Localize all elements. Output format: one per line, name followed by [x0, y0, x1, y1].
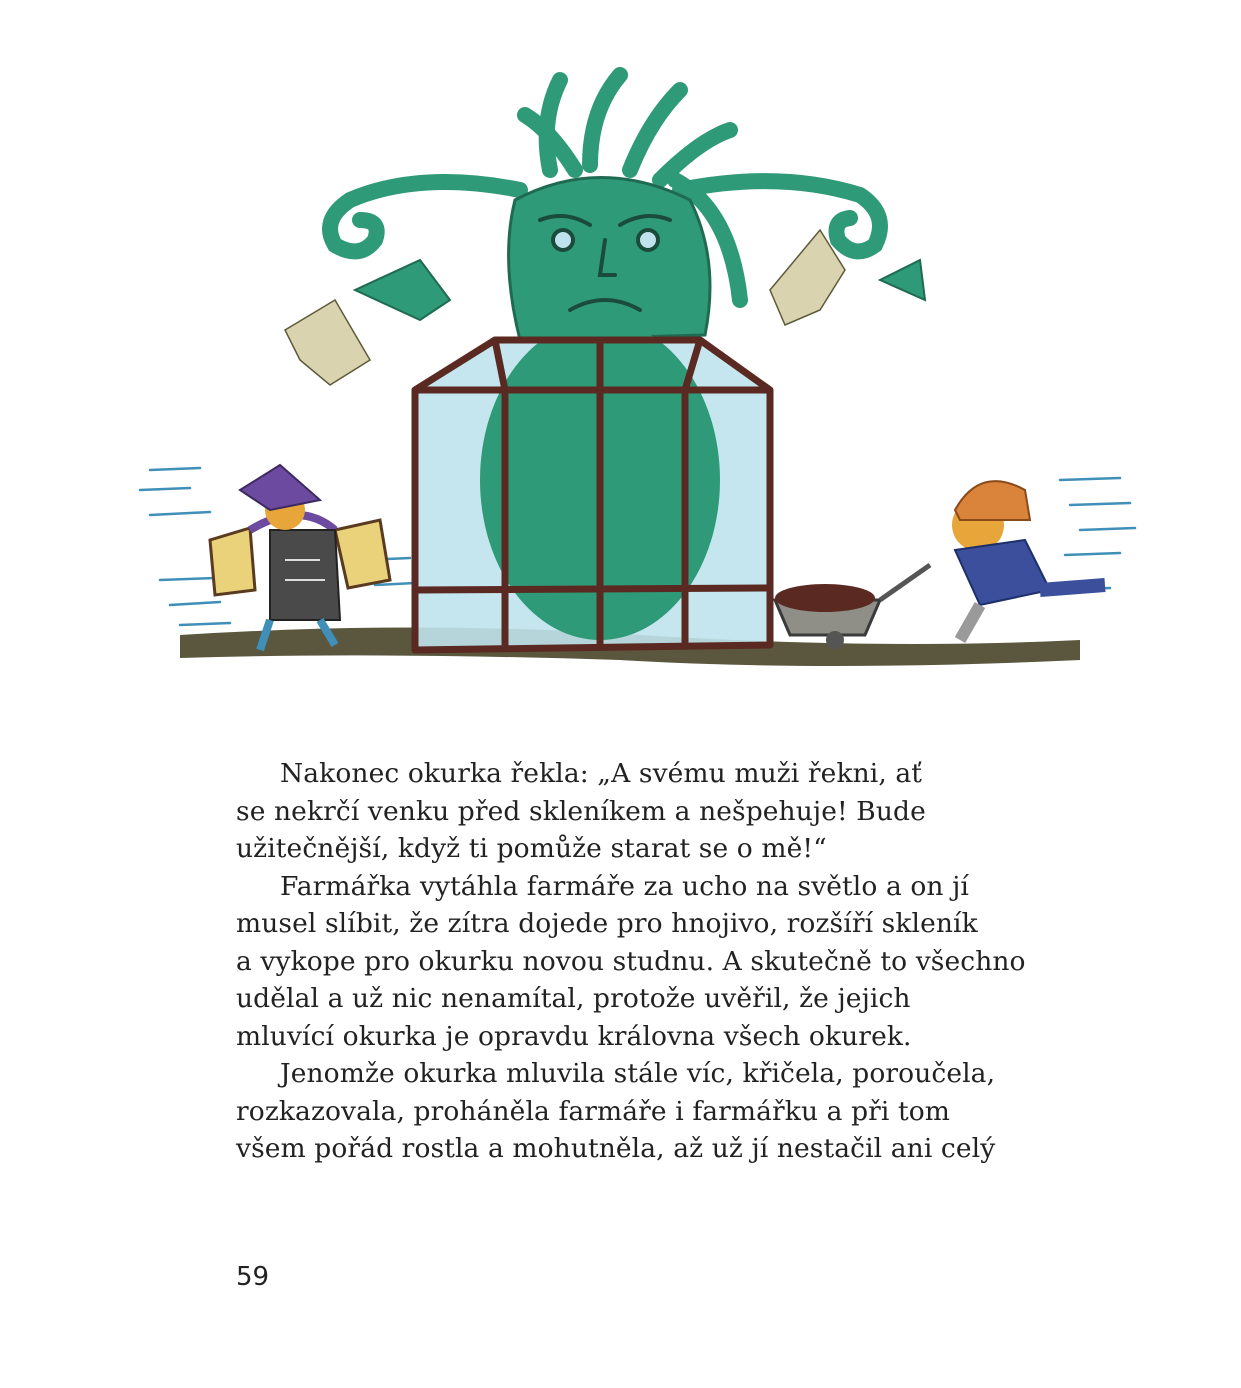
page-number: 59	[236, 1262, 270, 1292]
text-line: musel slíbit, že zítra dojede pro hnojivo, rozšíří skleník	[236, 908, 978, 939]
story-illustration	[120, 60, 1150, 700]
text-line: udělal a už nic nenamítal, protože uvěřil, že jejich	[236, 983, 911, 1014]
text-line: rozkazovala, proháněla farmáře i farmářku a při tom	[236, 1095, 951, 1127]
farmer-with-wheelbarrow	[775, 481, 1105, 649]
story-text	[236, 755, 1106, 1168]
wind-lines-right	[1050, 478, 1135, 590]
text-line: Jenomže okurka mluvila stále víc, křičela, poroučela,	[280, 1058, 996, 1089]
farmer-wife	[210, 465, 390, 650]
text-line: a vykope pro okurku novou studnu. A skutečně to všechno	[236, 945, 1026, 977]
text-line: mluvící okurka je opravdu královna všech okurek.	[236, 1020, 912, 1052]
cucumber-head	[509, 178, 710, 341]
text-line: všem pořád rostla a mohutněla, až už jí nestačil ani celý	[236, 1133, 996, 1164]
text-line: Farmářka vytáhla farmáře za ucho na světlo a on jí	[280, 870, 970, 902]
text-line: užitečnější, když ti pomůže starat se o mě!“	[236, 833, 827, 864]
greenhouse	[415, 320, 770, 650]
text-line: se nekrčí venku před skleníkem a nešpehuje! Bude	[236, 795, 926, 827]
text-line: Nakonec okurka řekla: „A svému muži řekni, ať	[280, 758, 923, 789]
cucumber-greenhouse-illustration	[120, 60, 1150, 700]
